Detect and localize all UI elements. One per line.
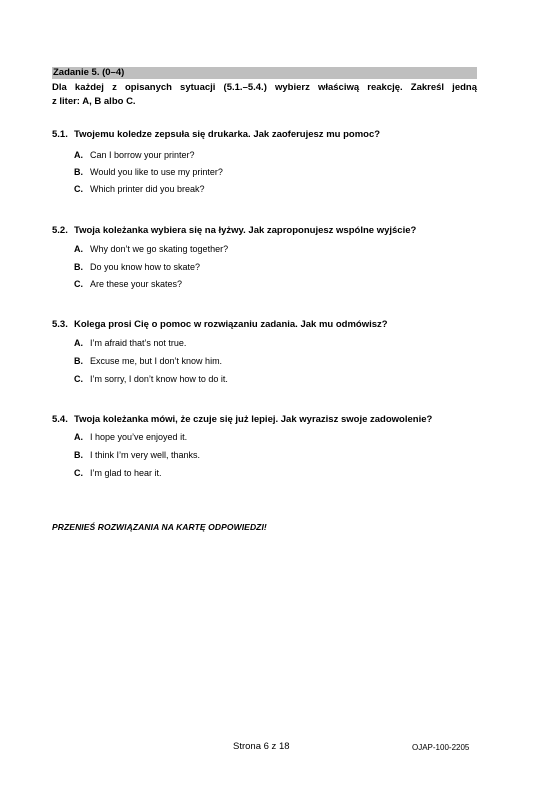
option-letter: B. bbox=[74, 262, 83, 272]
option-letter: B. bbox=[74, 450, 83, 460]
option-5-1-c[interactable] bbox=[74, 183, 474, 195]
instruction-line-1: Dla każdej z opisanych sytuacji (5.1.–5.4.) wybierz właściwą reakcję. Zakreśl jedną bbox=[52, 82, 477, 93]
option-5-2-c[interactable] bbox=[74, 278, 474, 290]
option-letter: B. bbox=[74, 356, 83, 366]
option-text: I’m afraid that’s not true. bbox=[90, 338, 187, 348]
option-text: I hope you’ve enjoyed it. bbox=[90, 432, 188, 442]
question-5-4 bbox=[52, 414, 482, 426]
option-5-4-b[interactable] bbox=[74, 449, 474, 461]
option-text: I think I’m very well, thanks. bbox=[90, 450, 201, 460]
option-5-3-c[interactable] bbox=[74, 373, 474, 385]
option-letter: A. bbox=[74, 244, 83, 254]
option-5-3-b[interactable] bbox=[74, 355, 474, 367]
option-letter: C. bbox=[74, 279, 83, 289]
instruction-line-2: z liter: A, B albo C. bbox=[52, 96, 136, 107]
option-text: Would you like to use my printer? bbox=[90, 167, 223, 177]
question-text: Kolega prosi Cię o pomoc w rozwiązaniu zadania. Jak mu odmówisz? bbox=[74, 319, 388, 330]
question-5-3 bbox=[52, 319, 482, 331]
option-text: Do you know how to skate? bbox=[90, 262, 201, 272]
task-header: Zadanie 5. (0–4) bbox=[52, 67, 477, 79]
option-letter: C. bbox=[74, 184, 83, 194]
question-5-1 bbox=[52, 129, 482, 141]
exam-code: OJAP-100-2205 bbox=[412, 743, 470, 752]
question-text: Twoja koleżanka mówi, że czuje się już lepiej. Jak wyrazisz swoje zadowolenie? bbox=[74, 414, 433, 425]
option-letter: A. bbox=[74, 432, 83, 442]
option-text: I’m glad to hear it. bbox=[90, 468, 162, 478]
option-letter: A. bbox=[74, 150, 83, 160]
option-5-3-a[interactable] bbox=[74, 337, 474, 349]
option-text: Excuse me, but I don’t know him. bbox=[90, 356, 223, 366]
question-number: 5.4. bbox=[52, 414, 68, 425]
option-5-2-a[interactable] bbox=[74, 243, 474, 255]
option-letter: C. bbox=[74, 374, 83, 384]
question-text: Twoja koleżanka wybiera się na łyżwy. Jak zaproponujesz wspólne wyjście? bbox=[74, 225, 417, 236]
question-number: 5.2. bbox=[52, 225, 68, 236]
option-5-1-b[interactable] bbox=[74, 166, 474, 178]
transfer-answers-notice: PRZENIEŚ ROZWIĄZANIA NA KARTĘ ODPOWIEDZI! bbox=[52, 522, 267, 532]
option-letter: B. bbox=[74, 167, 83, 177]
question-number: 5.1. bbox=[52, 129, 68, 140]
option-5-2-b[interactable] bbox=[74, 261, 474, 273]
option-letter: C. bbox=[74, 468, 83, 478]
option-text: Why don’t we go skating together? bbox=[90, 244, 229, 254]
option-text: Which printer did you break? bbox=[90, 184, 205, 194]
option-text: I’m sorry, I don’t know how to do it. bbox=[90, 374, 228, 384]
option-text: Are these your skates? bbox=[90, 279, 183, 289]
question-number: 5.3. bbox=[52, 319, 68, 330]
option-5-1-a[interactable] bbox=[74, 149, 474, 161]
page-number: Strona 6 z 18 bbox=[233, 741, 290, 752]
option-letter: A. bbox=[74, 338, 83, 348]
task-instruction bbox=[52, 81, 477, 109]
option-5-4-c[interactable] bbox=[74, 467, 474, 479]
option-text: Can I borrow your printer? bbox=[90, 150, 195, 160]
question-text: Twojemu koledze zepsuła się drukarka. Jak zaoferujesz mu pomoc? bbox=[74, 129, 381, 140]
option-5-4-a[interactable] bbox=[74, 431, 474, 443]
question-5-2 bbox=[52, 225, 482, 237]
